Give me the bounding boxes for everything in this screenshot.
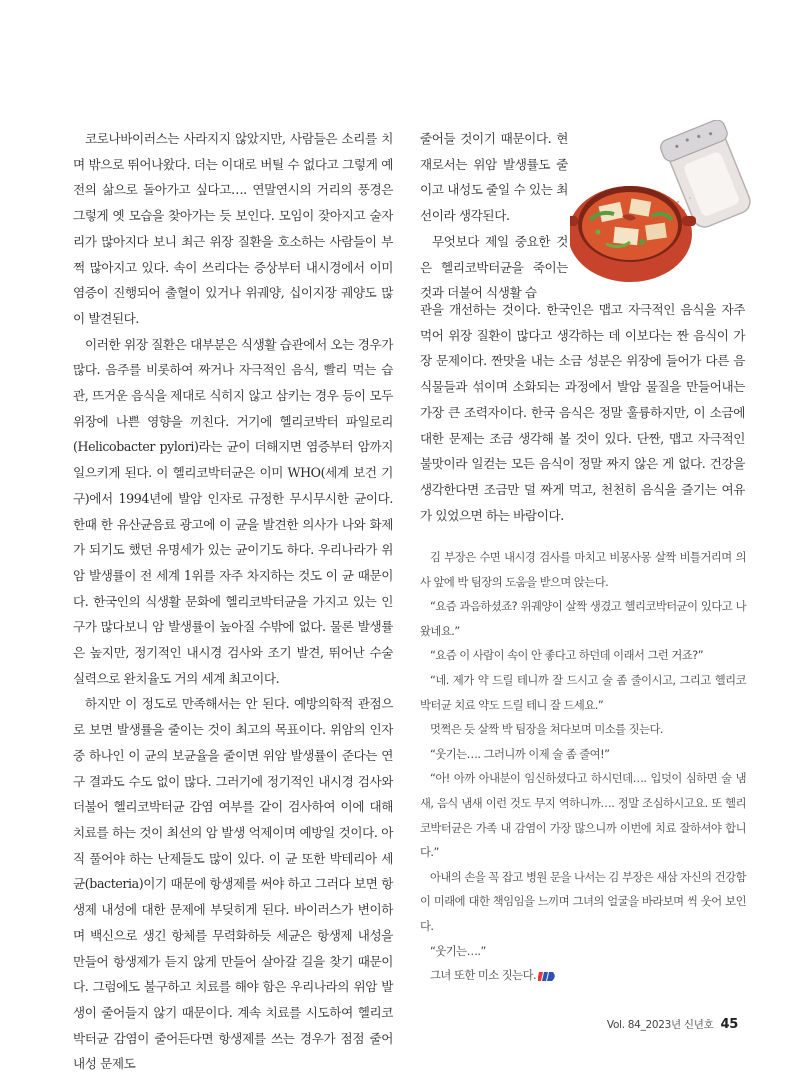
dialog-line: “네. 제가 약 드릴 테니까 잘 드시고 술 좀 줄이시고, 그리고 헬리코박터균 치료 약도 드릴 테니 잘 드세요.” bbox=[420, 673, 746, 712]
article-paragraph: 관을 개선하는 것이다. 한국인은 맵고 자극적인 음식을 자주 먹어 위장 질환이 많다고 생각하는 데 이보다는 짠 음식이 가장 문제이다. 짠맛을 내는 소금 성분은 위장에 들어가 다른 음식물들과 섞이며 소화되는 과정에서 발암 물질을 만들어내는 가장 큰 조력자이다. 한국 음식은 정말 훌륭하지만, 이 소금에 대한 문제는 조금 생각해 볼 것이 있다. 단짠, 맵고 자극적인 불맛이라 일컫는 모든 음식이 정말 짜지 않은 게 없다. 건강을 생각한다면 조금만 덜 짜게 먹고, 천천히 음식을 즐기는 여유가 있었으면 하는 바람이다. bbox=[420, 302, 745, 523]
dialog-line: 아내의 손을 꼭 잡고 병원 문을 나서는 김 부장은 새삼 자신의 건강함이 미래에 대한 책임임을 느끼며 그녀의 얼굴을 바라보며 씩 웃어 보인다. bbox=[420, 870, 746, 933]
dialog-final-text: 그녀 또한 미소 짓는다. bbox=[430, 969, 537, 983]
article-paragraph: 하지만 이 정도로 만족해서는 안 된다. 예방의학적 관점으로 보면 발생률을 줄이는 것이 최고의 목표이다. 위암의 인자 중 하나인 이 균의 보균율을 줄이면 위암 발생률이 준다는 연구 결과도 수도 없이 많다. 그러기에 정기적인 내시경 검사와 더불어 헬리코박터균 감염 여부를 같이 검사하여 이에 대해 치료를 하는 것이 최선의 암 발생 억제이며 예방일 것이다. 아직 풀어야 하는 난제들도 많이 있다. 이 균 또한 박테리아 세균(bacteria)이기 때문에 항생제를 써야 하고 그러다 보면 항생제 내성에 대한 문제에 부딪히게 된다. 바이러스가 변이하며 백신으로 생긴 항체를 무력화하듯 세균은 항생제 내성을 만들어 항생제가 듣지 않게 만들어 살아갈 길을 찾기 때문이다. 그럼에도 불구하고 치료를 해야 함은 우리나라의 위암 발생이 줄어들지 않기 때문이다. 계속 치료를 시도하여 헬리코박터균 감염이 줄어든다면 항생제를 쓰는 경우가 점점 줄어 내성 문제도 bbox=[73, 696, 393, 1072]
dialog-line: “요즘 이 사람이 속이 안 좋다고 하던데 이래서 그런 거죠?” bbox=[430, 649, 704, 663]
article-paragraph: 코로나바이러스는 사라지지 않았지만, 사람들은 소리를 치며 밖으로 뛰어나왔다. 더는 이대로 버틸 수 없다고 그렇게 예전의 삶으로 돌아가고 싶다고…. 연말연시의 거리의 풍경은 그렇게 옛 모습을 찾아가는 듯 보인다. 모임이 잦아지고 술자리가 많아지다 보니 최근 위장 질환을 호소하는 사람들이 부쩍 많아지고 있다. 속이 쓰리다는 증상부터 내시경에서 이미 염증이 진행되어 출혈이 있거나 위궤양, 십이지장 궤양도 많이 발견된다. bbox=[73, 131, 393, 326]
issue-label: Vol. 84_2023년 신년호 bbox=[606, 1019, 714, 1031]
dialog-line: “아! 아까 아내분이 임신하셨다고 하시던데…. 입덧이 심하면 술 냄새, 음식 냄새 이런 것도 무지 역하니까…. 정말 조심하시고요. 또 헬리코박터균은 가족 내 감염이 가장 많으니까 이번에 치료 잘하셔야 합니다.” bbox=[420, 772, 746, 860]
article-paragraph: 줄어들 것이기 때문이다. 현재로서는 위암 발생률도 줄이고 내성도 줄일 수 있는 최선이라 생각된다. bbox=[420, 131, 568, 224]
dialog-section bbox=[420, 546, 746, 989]
dialog-line: “웃기는….” bbox=[430, 944, 486, 958]
page-number: 45 bbox=[720, 1017, 738, 1032]
article-paragraph: 무엇보다 제일 중요한 것은 헬리코박터균을 죽이는 것과 더불어 식생활 습 bbox=[420, 233, 568, 301]
article-paragraph: 이러한 위장 질환은 대부분은 식생활 습관에서 오는 경우가 많다. 음주를 비롯하여 짜거나 자극적인 음식, 빨리 먹는 습관, 뜨거운 음식을 제대로 식히지 않고 삼키는 경우 등이 모두 위장에 나쁜 영향을 끼친다. 거기에 헬리코박터 파일로리(Helicobacter pylori)라는 균이 더해지면 염증부터 암까지 일으키게 된다. 이 헬리코박터균은 이미 WHO(세계 보건 기구)에서 1994년에 발암 인자로 규정한 무시무시한 균이다. 한때 한 유산균음료 광고에 이 균을 발견한 의사가 나와 화제가 되기도 했던 유명세가 있는 균이기도 하다. 우리나라가 위암 발생률이 전 세계 1위를 자주 차지하는 것도 이 균 때문이다. 한국인의 식생활 문화에 헬리코박터균을 가지고 있는 인구가 많다보니 암 발생률이 높아질 수밖에 없다. 물론 발생률은 높지만, 정기적인 내시경 검사와 조기 발견, 뛰어난 수술 실력으로 완치율도 거의 세계 최고이다. bbox=[73, 336, 393, 686]
page-footer bbox=[607, 1017, 738, 1032]
article-right-wide-column bbox=[420, 297, 745, 528]
article-left-column bbox=[73, 126, 393, 1077]
stew-pot-icon bbox=[570, 186, 696, 282]
dialog-line: 멋쩍은 듯 살짝 박 팀장을 쳐다보며 미소를 짓는다. bbox=[430, 723, 663, 737]
dialog-line: “웃기는…. 그러니까 이제 술 좀 줄여!” bbox=[430, 747, 610, 761]
dialog-line: “요즘 과음하셨죠? 위궤양이 살짝 생겼고 헬리코박터균이 있다고 나왔네요.” bbox=[420, 600, 746, 638]
article-right-top-column bbox=[420, 126, 568, 306]
kd-logo-icon bbox=[538, 971, 556, 982]
stew-illustration bbox=[570, 120, 760, 290]
dialog-line bbox=[420, 964, 746, 989]
dialog-line: 김 부장은 수면 내시경 검사를 마치고 비몽사몽 살짝 비틀거리며 의사 앞에 박 팀장의 도움을 받으며 앉는다. bbox=[420, 551, 746, 589]
